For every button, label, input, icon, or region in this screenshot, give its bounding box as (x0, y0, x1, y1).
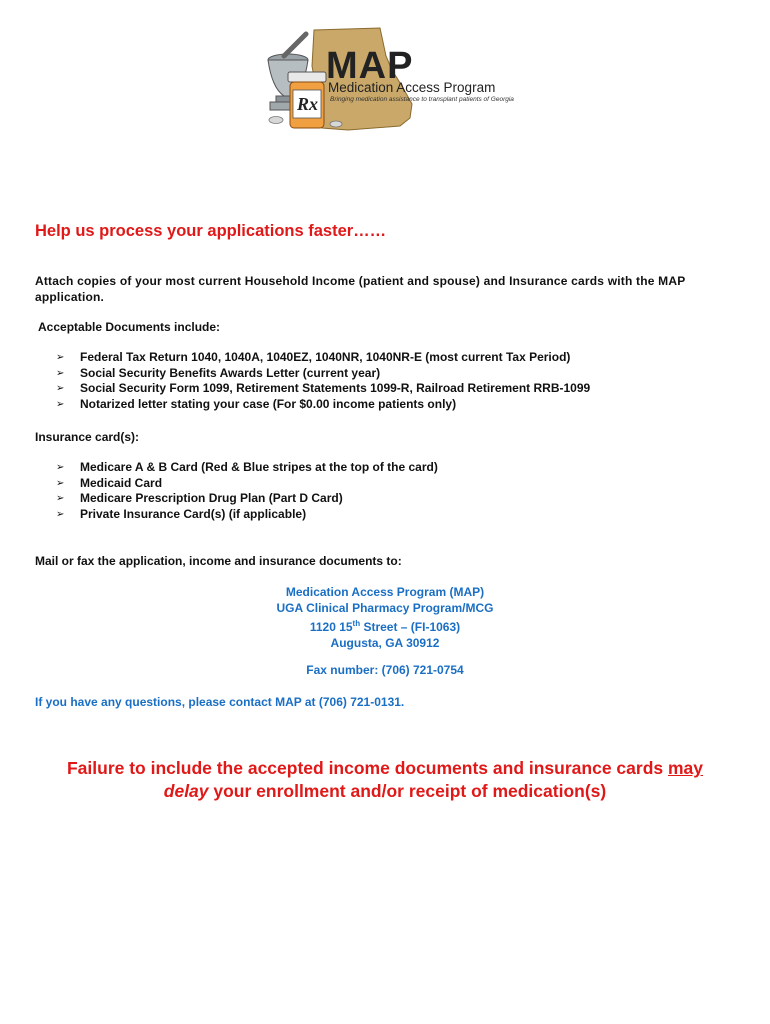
arrowhead-bullet-icon: ➢ (56, 477, 65, 489)
list-item: ➢ Social Security Benefits Awards Letter (current year) (56, 365, 381, 380)
arrowhead-bullet-icon: ➢ (56, 383, 65, 395)
arrowhead-bullet-icon: ➢ (56, 398, 65, 410)
intro-text: Attach copies of your most current Household Income (patient and spouse) and Insurance cards with the MAP application. (35, 274, 686, 304)
list-item: ➢ Medicare Prescription Drug Plan (Part D Card) (56, 491, 343, 506)
rx-symbol: Rx (297, 94, 319, 114)
acceptable-documents-label: Acceptable Documents include: (38, 320, 221, 334)
address-line-2: UGA Clinical Pharmacy Program/MCG (276, 600, 494, 615)
mailing-address (0, 585, 770, 651)
address-line-3: 1120 15th Street – (FI-1063) (309, 619, 461, 635)
address-line-1: Medication Access Program (MAP) (285, 585, 485, 599)
list-item: ➢ Social Security Form 1099, Retirement Statements 1099-R, Railroad Retirement RRB-1099 (56, 381, 591, 396)
arrowhead-bullet-icon: ➢ (56, 462, 65, 473)
mail-instructions: Mail or fax the application, income and insurance documents to: (35, 554, 402, 568)
arrowhead-bullet-icon: ➢ (56, 508, 65, 520)
insurance-list (56, 460, 438, 522)
documents-list (56, 350, 590, 412)
contact-info: If you have any questions, please contact MAP at (706) 721-0131. (35, 695, 405, 709)
fax-number: Fax number: (706) 721-0754 (306, 663, 464, 677)
page-heading: Help us process your applications faster…… (35, 222, 387, 240)
insurance-cards-label: Insurance card(s): (35, 430, 140, 444)
logo-map-text: MAP (326, 45, 414, 87)
arrowhead-bullet-icon: ➢ (56, 493, 65, 505)
list-item: ➢ Private Insurance Card(s) (if applicable) (56, 506, 307, 521)
arrowhead-bullet-icon: ➢ (56, 352, 65, 363)
list-item: ➢ Federal Tax Return 1040, 1040A, 1040EZ, 1040NR, 1040NR-E (most current Tax Period) (56, 350, 571, 364)
warning-message: Failure to include the accepted income documents and insurance cards may delay your enrollment and/or receipt of medication(s) (66, 758, 704, 801)
list-item: ➢ Medicaid Card (56, 475, 163, 490)
address-line-4: Augusta, GA 30912 (330, 635, 440, 650)
arrowhead-bullet-icon: ➢ (56, 367, 65, 379)
list-item: ➢ Medicare A & B Card (Red & Blue stripes at the top of the card) (56, 460, 438, 474)
logo-program-name: Medication Access Program (328, 80, 496, 95)
list-item: ➢ Notarized letter stating your case (For $0.00 income patients only) (56, 396, 457, 411)
logo-tagline: Bringing medication assistance to transplant patients of Georgia (330, 96, 514, 103)
